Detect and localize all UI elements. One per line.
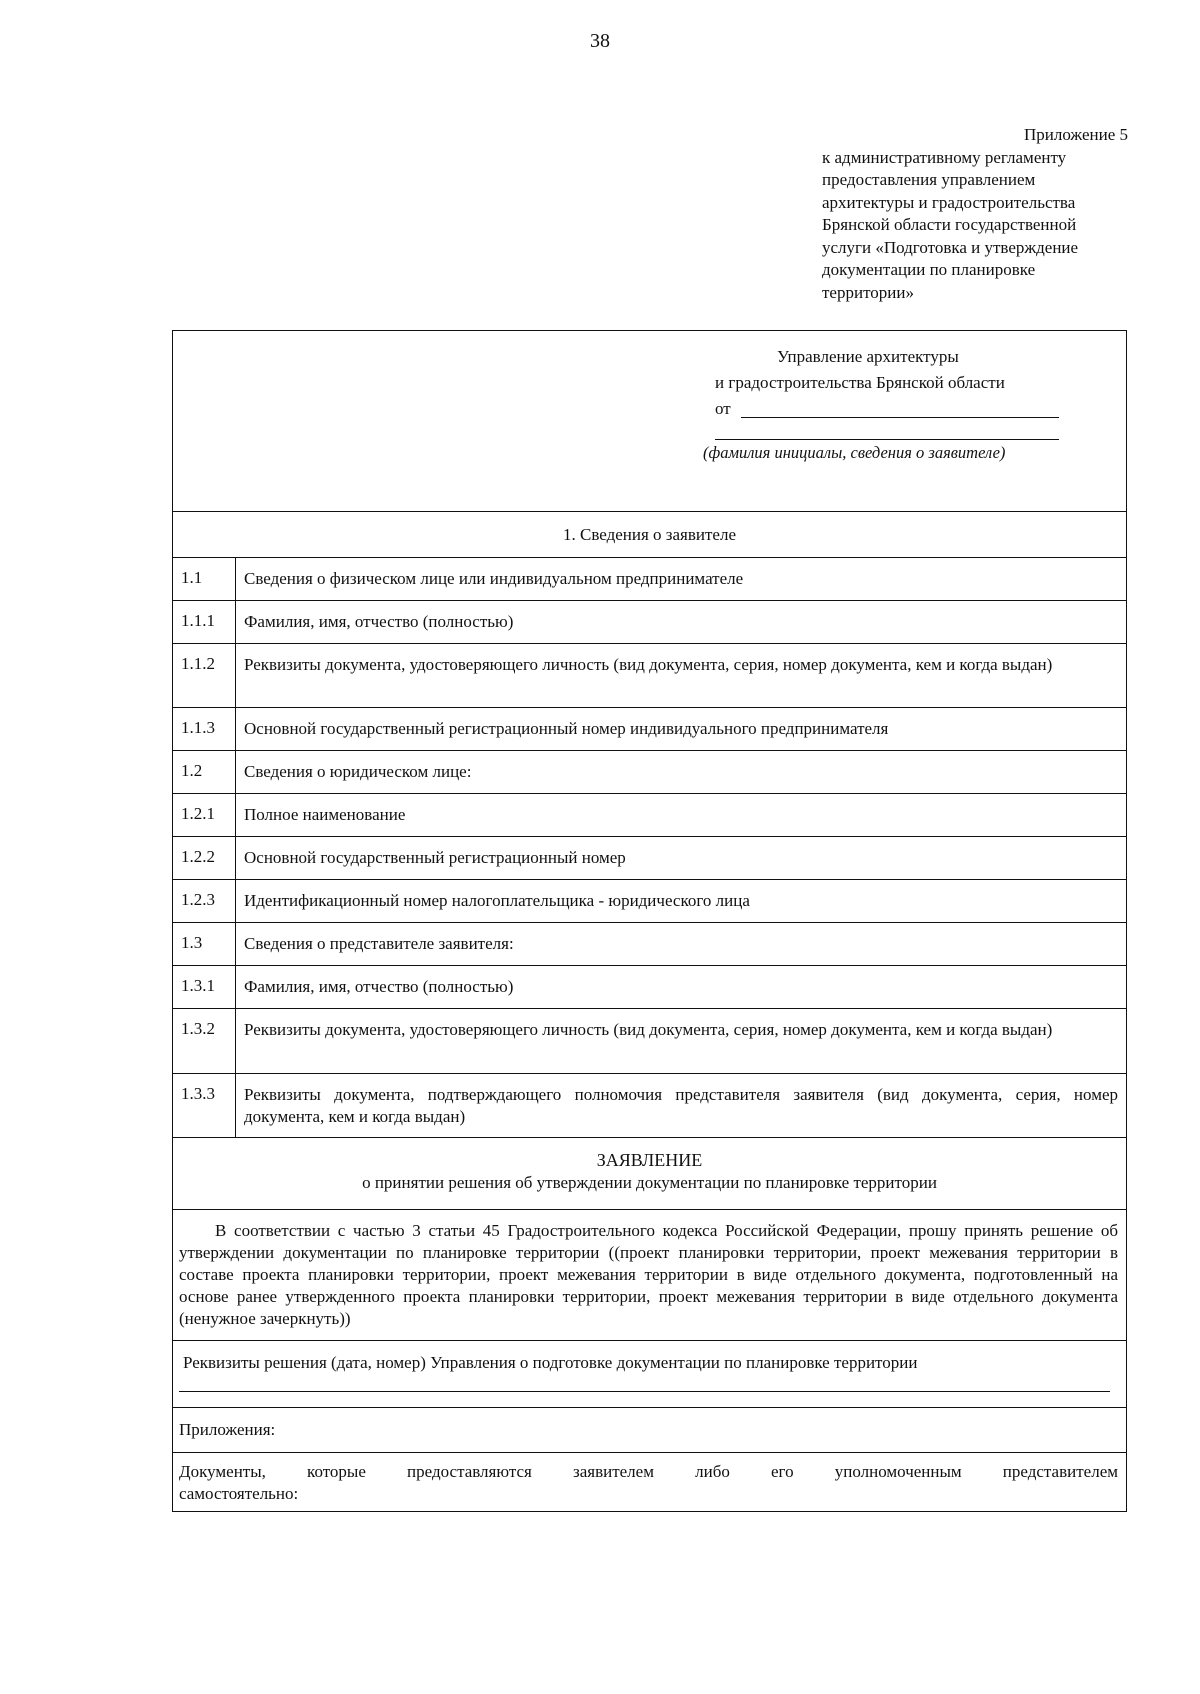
addressee-line-1: Управление архитектуры [777, 347, 959, 366]
row-label: Сведения о физическом лице или индивидуальном предпринимателе [244, 569, 744, 588]
appendix-line: документации по планировке [822, 260, 1036, 279]
appendix-block [822, 124, 1132, 304]
applicant-info-blank[interactable] [715, 439, 1059, 440]
application-form [172, 330, 1127, 1512]
row-number: 1.3 [173, 923, 236, 965]
row-label: Сведения о представителе заявителя: [244, 934, 514, 953]
table-row [173, 1074, 1126, 1138]
row-label: Фамилия, имя, отчество (полностью) [244, 612, 514, 631]
table-row [173, 880, 1126, 923]
statement-title: ЗАЯВЛЕНИЕ [596, 1150, 703, 1170]
statement-header [173, 1138, 1126, 1210]
row-number: 1.3.3 [173, 1074, 236, 1137]
row-label: Реквизиты документа, подтверждающего полномочия представителя заявителя (вид документа, серия, номер документа, кем и когда выдан) [244, 1085, 1118, 1126]
table-row [173, 837, 1126, 880]
appendix-line: к административному регламенту [822, 147, 1067, 167]
table-row [173, 708, 1126, 751]
documents-label: Документы, которые предоставляются заявителем либо его уполномоченным представителем [179, 1462, 1118, 1481]
appendix-line: территории» [822, 282, 914, 302]
statement-body: В соответствии с частью 3 статьи 45 Градостроительного кодекса Российской Федерации, прошу принять решение об утверждении документации по планировке территории ((проект планировки территории, проект межевания территории в составе проекта планировки территории, проект межевания территории в виде отдельного документа, подготовленный на основе ранее утвержденного проекта планировки территории, проект межевания территории в виде отдельного документа (ненужное зачеркнуть)) [173, 1210, 1126, 1341]
row-label: Идентификационный номер налогоплательщика - юридического лица [244, 891, 750, 910]
appendix-line: услуги «Подготовка и утверждение [822, 237, 1079, 257]
row-number: 1.3.1 [173, 966, 236, 1008]
from-label: от [715, 399, 731, 418]
attachments-label: Приложения: [173, 1408, 1126, 1453]
row-label: Реквизиты документа, удостоверяющего личность (вид документа, серия, номер документа, кем и когда выдан) [244, 655, 1053, 674]
documents-label-cont: самостоятельно: [179, 1484, 299, 1503]
table-row [173, 644, 1126, 708]
row-label: Реквизиты документа, удостоверяющего личность (вид документа, серия, номер документа, кем и когда выдан) [244, 1020, 1053, 1039]
table-row [173, 1009, 1126, 1074]
row-number: 1.2.1 [173, 794, 236, 836]
page-number: 38 [590, 30, 610, 52]
addressee-line-2: и градостроительства Брянской области [715, 373, 1005, 392]
requisites-blank[interactable] [179, 1391, 1110, 1392]
table-row [173, 558, 1126, 601]
row-number: 1.2.3 [173, 880, 236, 922]
applicant-name-blank[interactable] [741, 417, 1059, 418]
appendix-title: Приложение 5 [1024, 125, 1128, 144]
row-label: Полное наименование [244, 805, 406, 824]
appendix-line: предоставления управлением [822, 170, 1036, 189]
table-row [173, 966, 1126, 1009]
table-row [173, 794, 1126, 837]
row-label: Сведения о юридическом лице: [244, 762, 472, 781]
table-row [173, 601, 1126, 644]
section-applicant-title: 1. Сведения о заявителе [173, 512, 1126, 558]
row-label: Основной государственный регистрационный номер [244, 848, 626, 867]
row-number: 1.1 [173, 558, 236, 600]
statement-subtitle: о принятии решения об утверждении документации по планировке территории [362, 1173, 937, 1192]
appendix-line: архитектуры и градостроительства [822, 192, 1076, 212]
table-row [173, 923, 1126, 966]
row-label: Основной государственный регистрационный номер индивидуального предпринимателя [244, 719, 889, 738]
row-number: 1.2.2 [173, 837, 236, 879]
row-number: 1.1.3 [173, 708, 236, 750]
documents-block [173, 1453, 1126, 1511]
row-number: 1.2 [173, 751, 236, 793]
row-number: 1.3.2 [173, 1009, 236, 1073]
row-number: 1.1.2 [173, 644, 236, 707]
requisites-label: Реквизиты решения (дата, номер) Управления о подготовке документации по планировке территории [183, 1353, 918, 1372]
addressee-block [173, 331, 1126, 512]
row-number: 1.1.1 [173, 601, 236, 643]
appendix-line: Брянской области государственной [822, 215, 1077, 234]
addressee-hint: (фамилия инициалы, сведения о заявителе) [703, 443, 1006, 462]
requisites-field [173, 1341, 1126, 1408]
row-label: Фамилия, имя, отчество (полностью) [244, 977, 514, 996]
table-row [173, 751, 1126, 794]
